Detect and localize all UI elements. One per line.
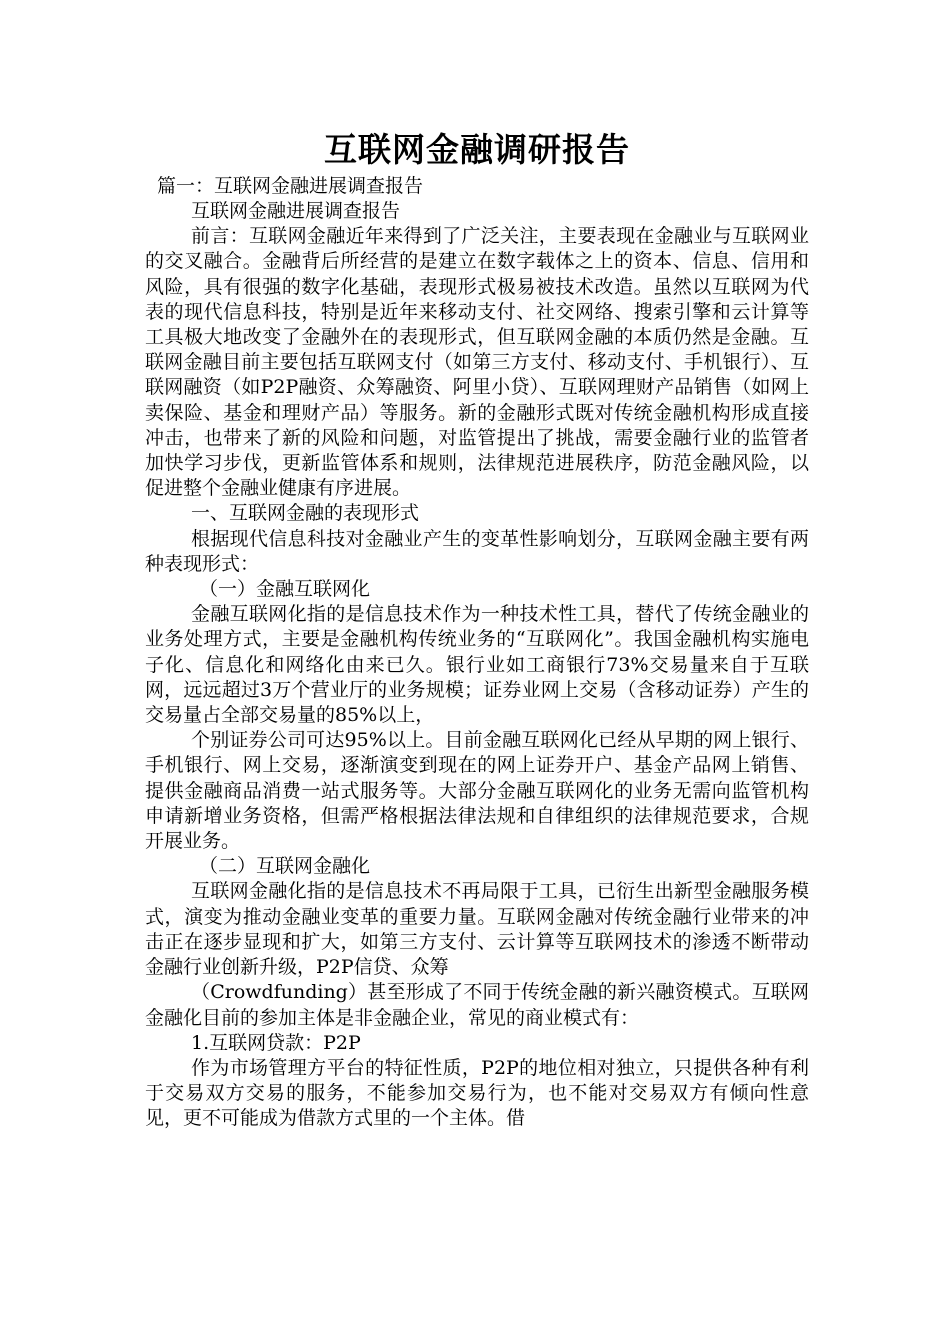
- paragraph-crowdfunding: （Crowdfunding）甚至形成了不同于传统金融的新兴融资模式。互联网金融化目前的参加主体是非金融企业，常见的商业模式有：: [145, 981, 809, 1029]
- paragraph-finance-internetization: 金融互联网化指的是信息技术作为一种技术性工具，替代了传统金融业的业务处理方式，主要是金融机构传统业务的“互联网化”。我国金融机构实施电子化、信息化和网络化由来已久。银行业如工商银行73%交易量来自于互联网，远远超过3万个营业厅的业务规模；证券业网上交易（含移动证券）产生的交易量占全部交易量的85%以上，: [145, 603, 809, 727]
- paragraph-preface: 前言：互联网金融近年来得到了广泛关注，主要表现在金融业与互联网业的交叉融合。金融背后所经营的是建立在数字载体之上的资本、信息、信用和风险，具有很强的数字化基础，表现形式极易被技术改造。虽然以互联网为代表的现代信息科技，特别是近年来移动支付、社交网络、搜索引擎和云计算等工具极大地改变了金融外在的表现形式，但互联网金融的本质仍然是金融。互联网金融目前主要包括互联网支付（如第三方支付、移动支付、手机银行）、互联网融资（如P2P融资、众筹融资、阿里小贷）、互联网理财产品销售（如网上卖保险、基金和理财产品）等服务。新的金融形式既对传统金融机构形成直接冲击，也带来了新的风险和问题，对监管提出了挑战，需要金融行业的监管者加快学习步伐，更新监管体系和规则，法律规范进展秩序，防范金融风险，以促进整个金融业健康有序进展。: [145, 225, 809, 500]
- document-page: [145, 128, 809, 1132]
- paragraph-forms: 根据现代信息科技对金融业产生的变革性影响划分，互联网金融主要有两种表现形式：: [145, 527, 809, 575]
- paragraph-internet-financialization: 互联网金融化指的是信息技术不再局限于工具，已衍生出新型金融服务模式，演变为推动金融业变革的重要力量。互联网金融对传统金融行业带来的冲击正在逐步显现和扩大，如第三方支付、云计算等互联网技术的渗透不断带动金融行业创新升级，P2P信贷、众筹: [145, 880, 809, 979]
- document-title: 互联网金融调研报告: [324, 130, 630, 169]
- heading-subsection-2: （二）互联网金融化: [199, 855, 371, 878]
- section-heading: 篇一：互联网金融进展调查报告: [157, 175, 424, 197]
- heading-subsection-1: （一）金融互联网化: [199, 578, 371, 601]
- heading-section-1: 一、互联网金融的表现形式: [191, 502, 420, 525]
- report-subtitle: 互联网金融进展调查报告: [191, 200, 401, 222]
- paragraph-p2p: 作为市场管理方平台的特征性质，P2P的地位相对独立，只提供各种有利于交易双方交易的服务，不能参加交易行为，也不能对交易双方有倾向性意见，更不可能成为借款方式里的一个主体。借: [145, 1056, 809, 1130]
- paragraph-securities: 个别证券公司可达95%以上。目前金融互联网化已经从早期的网上银行、手机银行、网上交易，逐渐演变到现在的网上证券开户、基金产品网上销售、提供金融商品消费一站式服务等。大部分金融互联网化的业务无需向监管机构申请新增业务资格，但需严格根据法律法规和自律组织的法律规范要求，合规开展业务。: [145, 729, 809, 853]
- heading-p2p: 1.互联网贷款：P2P: [191, 1031, 361, 1054]
